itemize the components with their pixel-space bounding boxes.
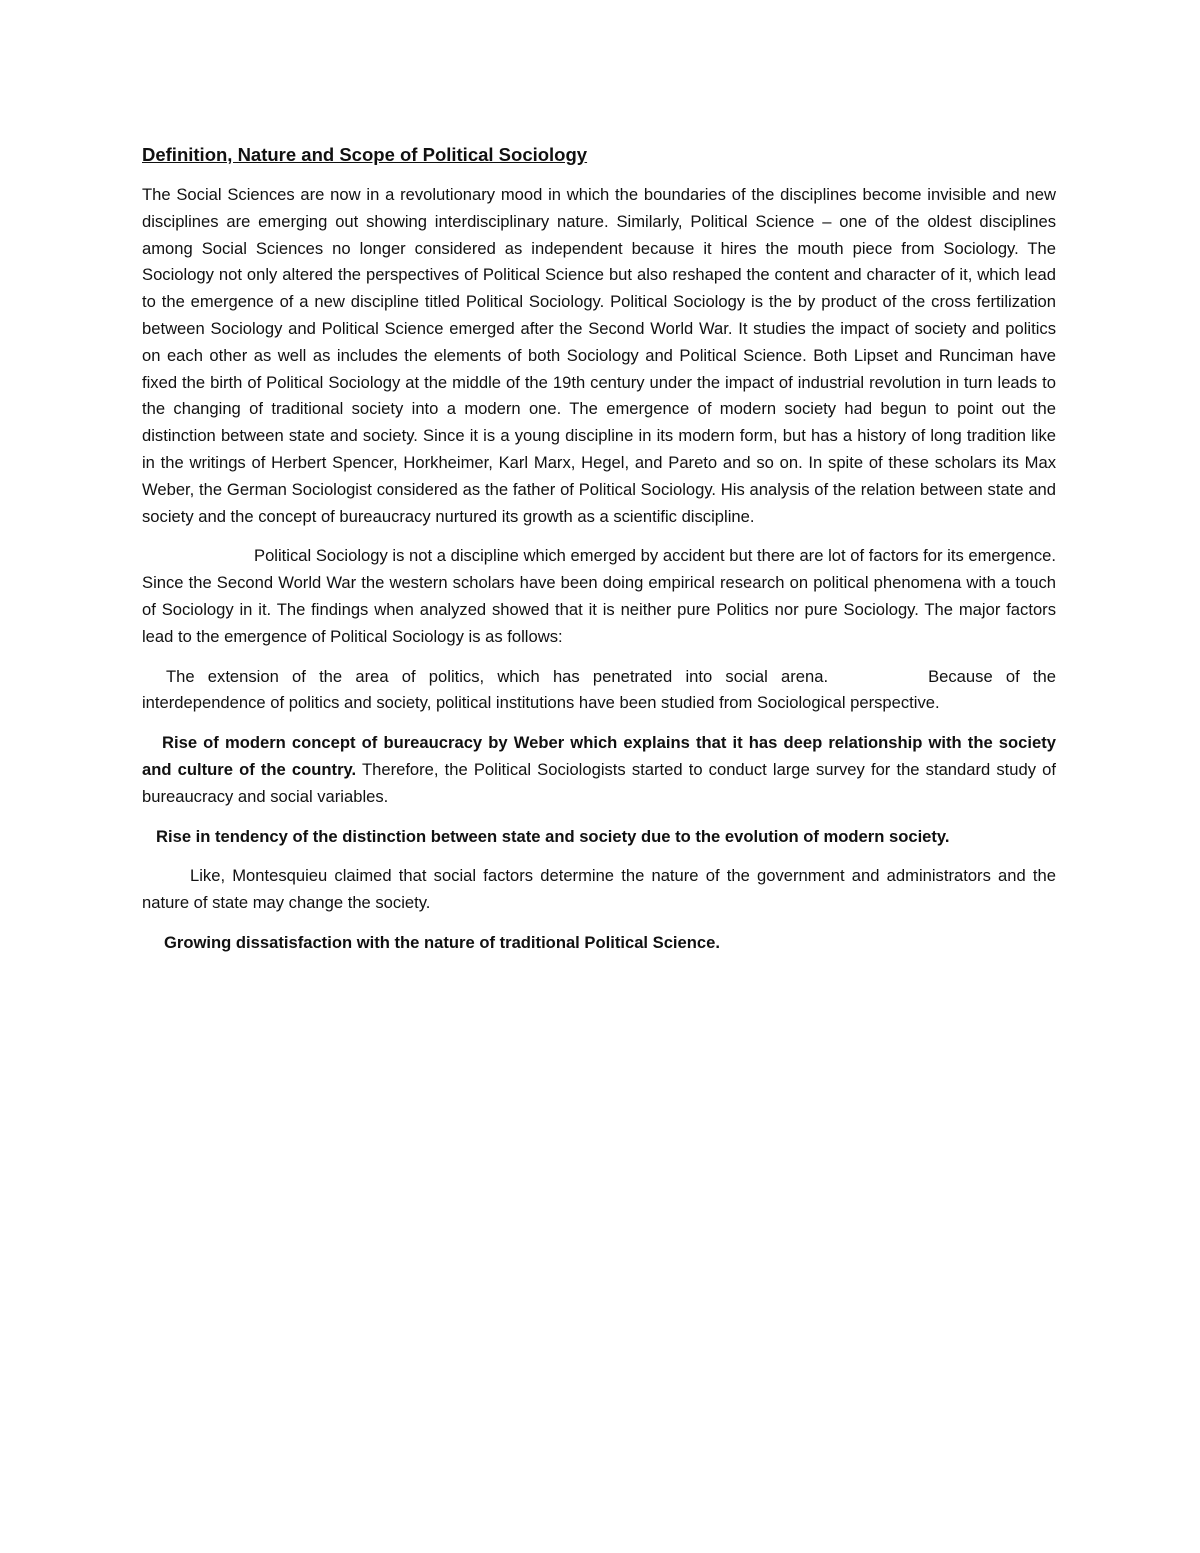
factor-bureaucracy-heading: Rise of modern concept of bureaucracy by Weber which explains that it has deep relationship with the society and culture of the country. — [142, 733, 1056, 779]
paragraph-montesquieu: Like, Montesquieu claimed that social factors determine the nature of the government and administrators and the nature of state may change the society. — [142, 866, 1056, 913]
document-title: Definition, Nature and Scope of Political Sociology — [142, 144, 588, 165]
paragraph-factors-intro: Political Sociology is not a discipline which emerged by accident but there are lot of factors for its emergence. Since the Second World War the western scholars have been doing empirical research on political phenomena with a touch of Sociology in it. The findings when analyzed showed that it is neither pure Politics nor pure Sociology. The major factors lead to the emergence of Political Sociology is as follows: — [142, 546, 1056, 646]
paragraph-factor-bureaucracy — [142, 730, 1056, 810]
factor-interdependence-text: Because of the interdependence of politics and society, political institutions have been studied from Sociological perspective. — [142, 666, 1056, 713]
document-body — [142, 142, 1056, 970]
paragraph-factor-politics-extension — [142, 664, 1056, 718]
factor-bureaucracy-text: Therefore, the Political Sociologists started to conduct large survey for the standard study of bureaucracy and social variables. — [142, 759, 1056, 806]
paragraph-factor-state-society: Rise in tendency of the distinction between state and society due to the evolution of modern society. — [156, 826, 950, 846]
factor-politics-extension-text: The extension of the area of politics, which has penetrated into social arena. — [166, 666, 829, 686]
paragraph-intro: The Social Sciences are now in a revolutionary mood in which the boundaries of the disciplines become invisible and new disciplines are emerging out showing interdisciplinary nature. Similarly, Political Science – one of the oldest disciplines among Social Sciences no longer considered as independent because it hires the mouth piece from Sociology. The Sociology not only altered the perspectives of Political Science but also reshaped the content and character of it, which lead to the emergence of a new discipline titled Political Sociology. Political Sociology is the by product of the cross fertilization between Sociology and Political Science emerged after the Second World War. It studies the impact of society and politics on each other as well as includes the elements of both Sociology and Political Science. Both Lipset and Runciman have fixed the birth of Political Sociology at the middle of the 19th century under the impact of industrial revolution in turn leads to the changing of traditional society into a modern one. The emergence of modern society had begun to point out the distinction between state and society. Since it is a young discipline in its modern form, but has a history of long tradition like in the writings of Herbert Spencer, Horkheimer, Karl Marx, Hegel, and Pareto and so on. In spite of these scholars its Max Weber, the German Sociologist considered as the father of Political Sociology. His analysis of the relation between state and society and the concept of bureaucracy nurtured its growth as a scientific discipline. — [142, 185, 1056, 526]
paragraph-factor-dissatisfaction: Growing dissatisfaction with the nature of traditional Political Science. — [164, 932, 720, 952]
